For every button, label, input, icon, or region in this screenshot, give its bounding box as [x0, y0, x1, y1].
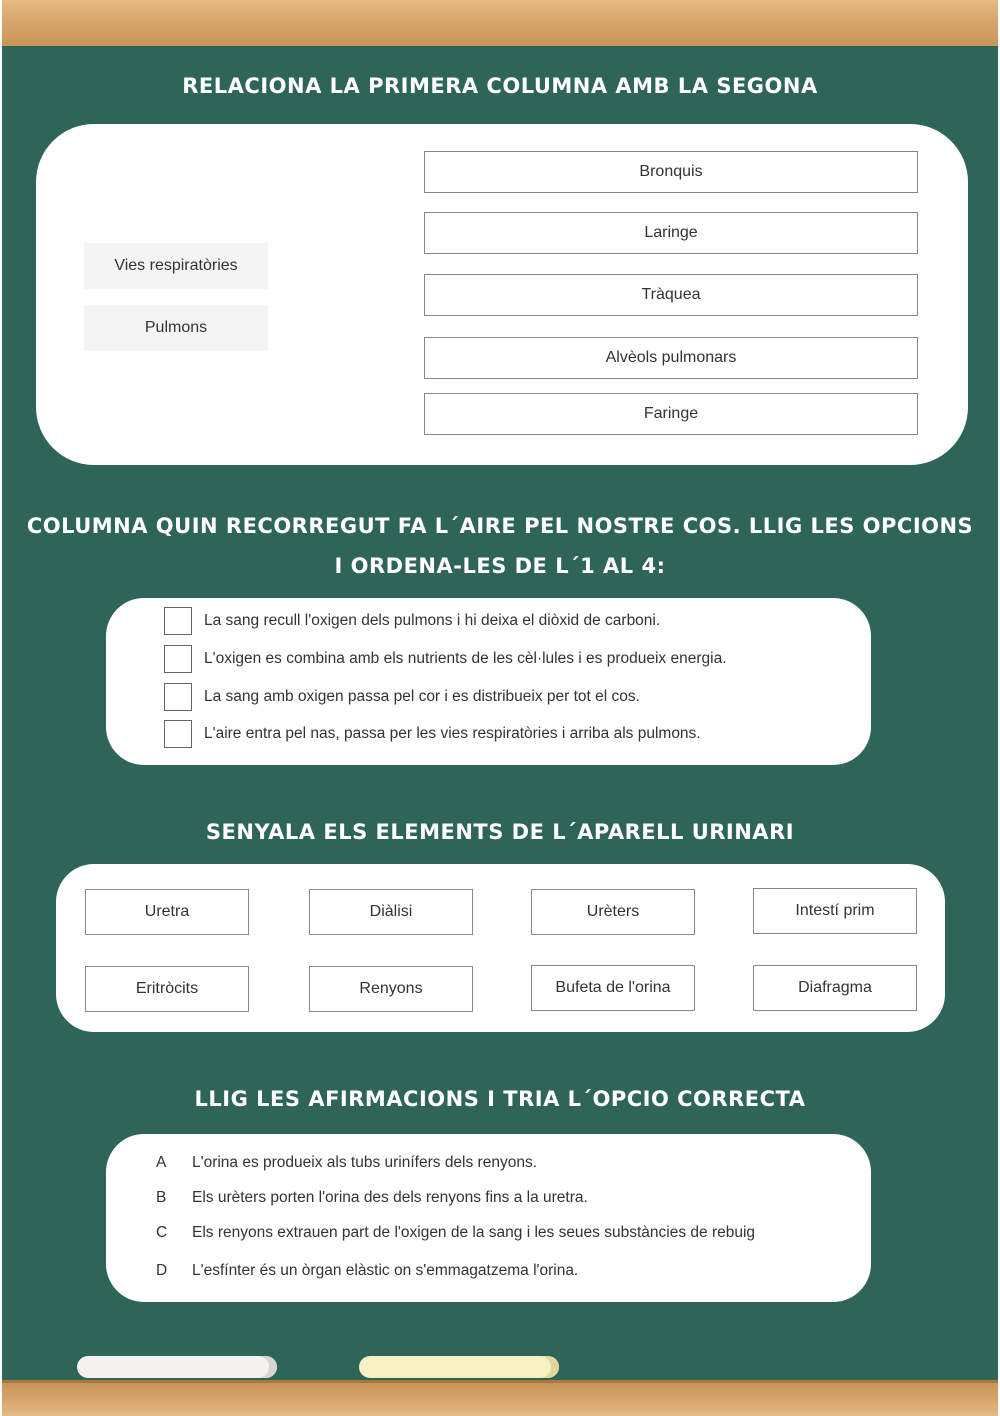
wooden-frame-bottom: [2, 1380, 998, 1416]
option-text: Els renyons extrauen part de l'oxigen de la sang i les seues substàncies de rebuig: [192, 1224, 756, 1241]
section2-title-line1: COLUMNA QUIN RECORREGUT FA L´AIRE PEL NOSTRE COS. LLIG LES OPCIONS: [26, 514, 974, 538]
right-item-traquea[interactable]: Tràquea: [424, 274, 918, 316]
option-d[interactable]: [156, 1262, 578, 1280]
order-text: L'aire entra pel nas, passa per les vies respiratòries i arriba als pulmons.: [204, 725, 701, 742]
order-number-input[interactable]: [164, 645, 192, 673]
multiple-choice-card: [106, 1134, 871, 1302]
urinary-elements-card: [56, 864, 945, 1032]
section2-title-line2: I ORDENA-LES DE L´1 AL 4:: [334, 554, 666, 578]
option-letter: C: [156, 1224, 168, 1241]
element-eritrocits[interactable]: Eritròcits: [85, 966, 249, 1012]
option-text: L'orina es produeix als tubs urinífers dels renyons.: [192, 1154, 538, 1171]
left-item-vies-respiratories[interactable]: Vies respiratòries: [84, 243, 268, 289]
right-item-laringe[interactable]: Laringe: [424, 212, 918, 254]
matching-card: [36, 124, 968, 465]
option-text: L'esfínter és un òrgan elàstic on s'emmagatzema l'orina.: [192, 1262, 579, 1279]
element-bufeta[interactable]: Bufeta de l'orina: [531, 965, 695, 1011]
order-row: [164, 606, 660, 636]
yellow-chalk: [359, 1356, 559, 1378]
white-chalk: [77, 1356, 277, 1378]
element-uretra[interactable]: Uretra: [85, 889, 249, 935]
option-b[interactable]: [156, 1189, 588, 1207]
option-letter: B: [156, 1189, 167, 1206]
order-text: La sang recull l'oxigen dels pulmons i hi deixa el diòxid de carboni.: [204, 612, 661, 629]
element-dialisi[interactable]: Diàlisi: [309, 889, 473, 935]
order-row: [164, 644, 727, 674]
right-item-bronquis[interactable]: Bronquis: [424, 151, 918, 193]
left-item-pulmons[interactable]: Pulmons: [84, 305, 268, 351]
order-number-input[interactable]: [164, 720, 192, 748]
option-letter: A: [156, 1154, 167, 1171]
section1-title: RELACIONA LA PRIMERA COLUMNA AMB LA SEGONA: [182, 74, 818, 98]
element-ureters[interactable]: Urèters: [531, 889, 695, 935]
order-text: La sang amb oxigen passa pel cor i es distribueix per tot el cos.: [204, 688, 640, 705]
element-intesti-prim[interactable]: Intestí prim: [753, 888, 917, 934]
right-item-faringe[interactable]: Faringe: [424, 393, 918, 435]
order-number-input[interactable]: [164, 683, 192, 711]
element-diafragma[interactable]: Diafragma: [753, 965, 917, 1011]
wooden-frame-top: [2, 0, 998, 49]
order-row: [164, 682, 640, 712]
ordering-card: [106, 598, 871, 765]
option-c[interactable]: [156, 1224, 755, 1242]
option-letter: D: [156, 1262, 168, 1279]
right-item-alveols[interactable]: Alvèols pulmonars: [424, 337, 918, 379]
section4-title: LLIG LES AFIRMACIONS I TRIA L´OPCIO CORRECTA: [194, 1087, 806, 1111]
element-renyons[interactable]: Renyons: [309, 966, 473, 1012]
order-text: L'oxigen es combina amb els nutrients de les cèl·lules i es produeix energia.: [204, 650, 727, 667]
option-a[interactable]: [156, 1154, 537, 1172]
section3-title: SENYALA ELS ELEMENTS DE L´APARELL URINARI: [205, 820, 795, 844]
option-text: Els urèters porten l'orina des dels renyons fins a la uretra.: [192, 1189, 588, 1206]
order-number-input[interactable]: [164, 607, 192, 635]
order-row: [164, 719, 701, 749]
